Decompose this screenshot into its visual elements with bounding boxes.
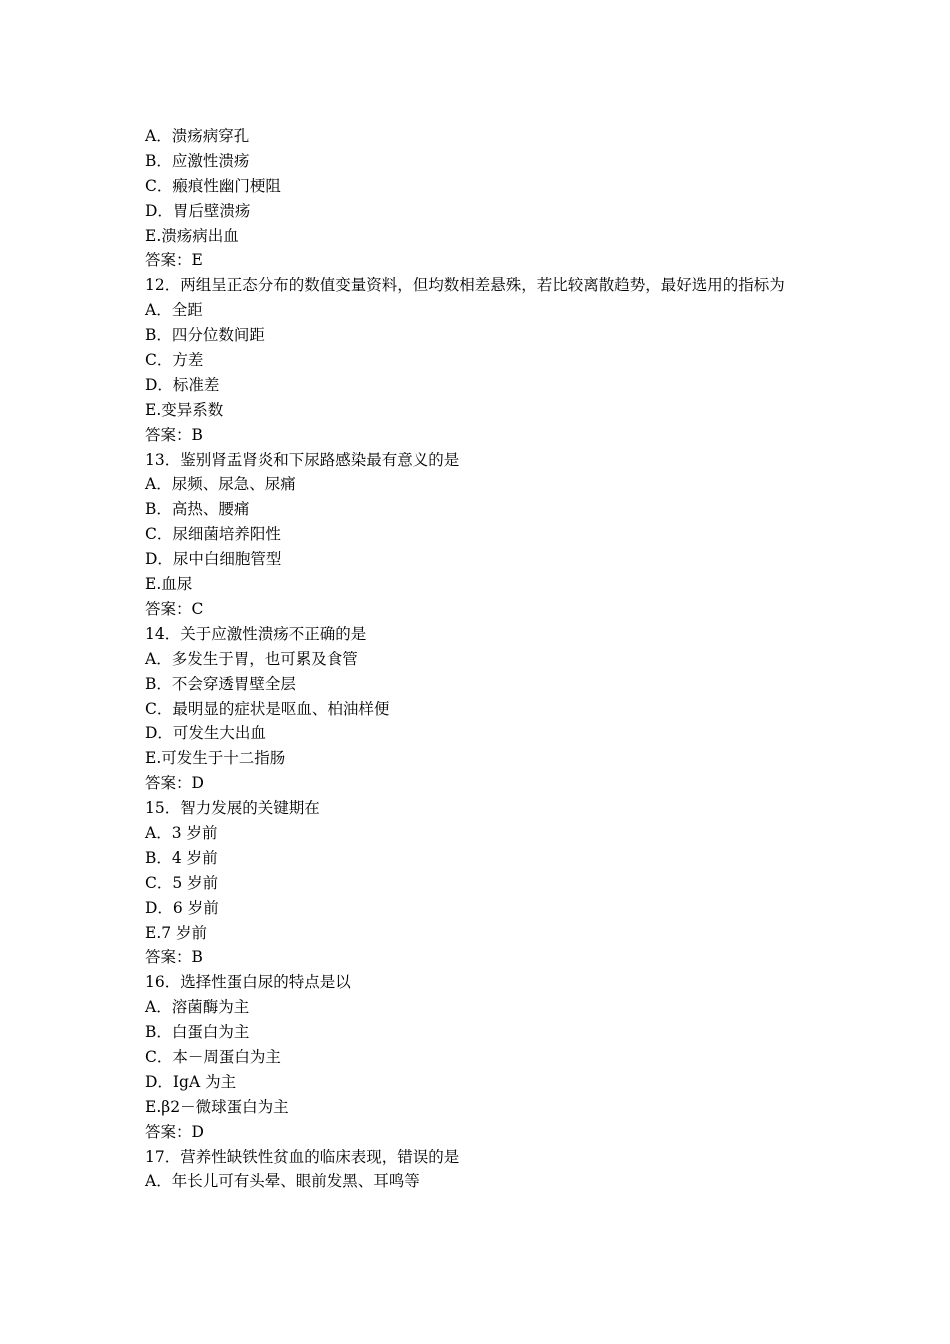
option-c-q16: C．本－周蛋白为主 <box>145 1047 281 1066</box>
option-b-q11: B．应激性溃疡 <box>145 151 250 170</box>
option-a-q12: A．全距 <box>145 301 203 320</box>
option-b-q15: B．4 岁前 <box>145 848 218 867</box>
option-d-q12: D．标准差 <box>145 375 220 394</box>
option-c-q12: C．方差 <box>145 351 204 370</box>
option-c-q14: C．最明显的症状是呕血、柏油样便 <box>145 699 390 718</box>
answer-q15: 答案：B <box>145 948 203 967</box>
answer-q11: 答案：E <box>145 251 203 270</box>
option-e-q11: E.溃疡病出血 <box>145 226 239 245</box>
option-b-q13: B．高热、腰痛 <box>145 500 250 519</box>
option-d-q15: D．6 岁前 <box>145 898 219 917</box>
option-e-q16: E.β2－微球蛋白为主 <box>145 1097 289 1116</box>
option-e-q12: E.变异系数 <box>145 400 224 419</box>
question-17: 17．营养性缺铁性贫血的临床表现，错误的是 <box>145 1147 460 1166</box>
answer-q14: 答案：D <box>145 774 204 793</box>
answer-q13: 答案：C <box>145 599 204 618</box>
option-a-q15: A．3 岁前 <box>145 823 218 842</box>
option-d-q11: D．胃后壁溃疡 <box>145 201 251 220</box>
question-12: 12．两组呈正态分布的数值变量资料，但均数相差悬殊，若比较离散趋势，最好选用的指标为 <box>145 276 785 295</box>
option-a-q11: A．溃疡病穿孔 <box>145 127 250 145</box>
option-c-q15: C．5 岁前 <box>145 873 219 892</box>
option-b-q14: B．不会穿透胃壁全层 <box>145 674 296 693</box>
option-c-q11: C．瘢痕性幽门梗阻 <box>145 176 281 195</box>
question-13: 13．鉴别肾盂肾炎和下尿路感染最有意义的是 <box>145 450 460 469</box>
document-page <box>145 124 810 1194</box>
option-a-q16: A．溶菌酶为主 <box>145 998 250 1017</box>
option-b-q16: B．白蛋白为主 <box>145 1023 250 1042</box>
option-d-q13: D．尿中白细胞管型 <box>145 550 282 569</box>
question-15: 15．智力发展的关键期在 <box>145 799 320 818</box>
question-16: 16．选择性蛋白尿的特点是以 <box>145 973 351 992</box>
option-e-q14: E.可发生于十二指肠 <box>145 749 286 768</box>
option-e-q15: E.7 岁前 <box>145 923 208 942</box>
option-d-q14: D．可发生大出血 <box>145 724 266 743</box>
option-a-q13: A．尿频、尿急、尿痛 <box>145 475 296 494</box>
option-b-q12: B．四分位数间距 <box>145 326 265 345</box>
option-d-q16: D．IgA 为主 <box>145 1072 237 1091</box>
answer-q12: 答案：B <box>145 425 203 444</box>
question-14: 14．关于应激性溃疡不正确的是 <box>145 624 367 643</box>
option-a-q14: A．多发生于胃，也可累及食管 <box>145 649 358 668</box>
option-a-q17: A．年长儿可有头晕、眼前发黑、耳鸣等 <box>145 1172 420 1191</box>
answer-q16: 答案：D <box>145 1122 204 1141</box>
option-c-q13: C．尿细菌培养阳性 <box>145 525 281 544</box>
option-e-q13: E.血尿 <box>145 575 193 594</box>
